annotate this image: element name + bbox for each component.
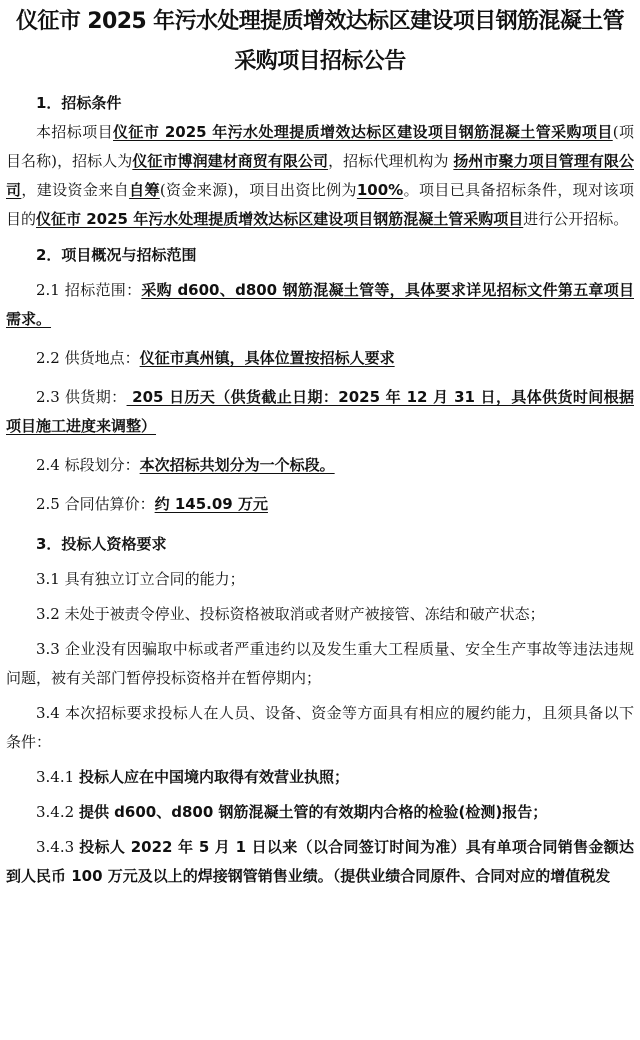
requirement-3-3: 3.3 企业没有因骗取中标或者严重违约以及发生重大工程质量、安全生产事故等违法违规问题，被有关部门暂停投标资格并在暂停期内；	[6, 640, 634, 687]
title-line-2: 采购项目招标公告	[234, 49, 406, 74]
requirement-text: 提供 d600、d800 钢筋混凝土管的有效期内合格的检验(检测)报告；	[78, 803, 548, 821]
text-run: ，建设资金来自	[21, 181, 130, 199]
lots-item	[6, 451, 634, 480]
funding-ratio: 100%	[356, 181, 404, 199]
requirement-text: 投标人 2022 年 5 月 1 日以来（以合同签订时间为准）具有单项合同销售金额达到人民币 100 万元及以上的焊接钢管销售业绩。（提供业绩合同原件、合同对应的增值税发	[6, 838, 634, 885]
item-number: 3.4.2	[36, 803, 79, 821]
requirement-3-4: 3.4 本次招标要求投标人在人员、设备、资金等方面具有相应的履约能力，且须具备以下条件：	[6, 704, 634, 751]
text-run: 进行公开招标。	[523, 210, 629, 228]
requirement-3-1: 3.1 具有独立订立合同的能力；	[36, 570, 245, 588]
text-run: (资金来源)，项目出资比例为	[159, 181, 357, 199]
lots-value: 本次招标共划分为一个标段。	[139, 456, 335, 474]
scope-value: 采购 d600、d800 钢筋混凝土管等，具体要求详见招标文件第五章项目需求。	[6, 281, 634, 328]
title-line-1: 仪征市 2025 年污水处理提质增效达标区建设项目钢筋混凝土管	[16, 9, 624, 34]
project-name-repeat: 仪征市 2025 年污水处理提质增效达标区建设项目钢筋混凝土管采购项目	[36, 210, 524, 228]
scope-item	[6, 276, 634, 334]
price-item	[6, 490, 634, 519]
item-label: 2.5 合同估算价：	[36, 495, 155, 513]
tenderer-name: 仪征市博润建材商贸有限公司	[132, 152, 329, 170]
requirement-3-4-3	[6, 833, 634, 891]
text-run: ，招标代理机构为	[328, 152, 454, 170]
fund-source: 自筹	[129, 181, 160, 199]
item-label: 2.2 供货地点：	[36, 349, 140, 367]
period-item	[6, 383, 634, 441]
price-value: 约 145.09 万元	[154, 495, 268, 513]
item-number: 3.4.3	[36, 838, 80, 856]
document-title	[0, 0, 640, 82]
section-3-heading: 3．投标人资格要求	[36, 535, 167, 553]
text-run: 。项目已具备招标条件，现对该项目的	[6, 181, 634, 228]
text-run: 本招标项目	[36, 123, 114, 141]
requirement-text: 投标人应在中国境内取得有效营业执照；	[78, 768, 349, 786]
requirement-3-2: 3.2 未处于被责令停业、投标资格被取消或者财产被接管、冻结和破产状态；	[36, 605, 545, 623]
item-number: 3.4.1	[36, 768, 79, 786]
text-run: (项目名称)，招标人为	[6, 123, 634, 170]
location-item	[6, 344, 634, 373]
document-body	[0, 82, 640, 891]
section-1-heading: 1．招标条件	[36, 94, 122, 112]
location-value: 仪征市真州镇，具体位置按招标人要求	[139, 349, 395, 367]
item-label: 2.1 招标范围：	[36, 281, 142, 299]
item-label: 2.4 标段划分：	[36, 456, 140, 474]
section-1-paragraph	[6, 118, 634, 234]
period-value: 205 日历天（供货截止日期：2025 年 12 月 31 日，具体供货时间根据项目施工进度来调整）	[6, 388, 634, 435]
agent-name: 扬州市聚力项目管理有限公司	[6, 152, 634, 199]
requirement-3-4-1	[6, 763, 634, 792]
section-2-heading: 2．项目概况与招标范围	[36, 246, 197, 264]
requirement-3-4-2	[6, 798, 634, 827]
project-name: 仪征市 2025 年污水处理提质增效达标区建设项目钢筋混凝土管采购项目	[113, 123, 613, 141]
item-label: 2.3 供货期：	[36, 388, 127, 406]
